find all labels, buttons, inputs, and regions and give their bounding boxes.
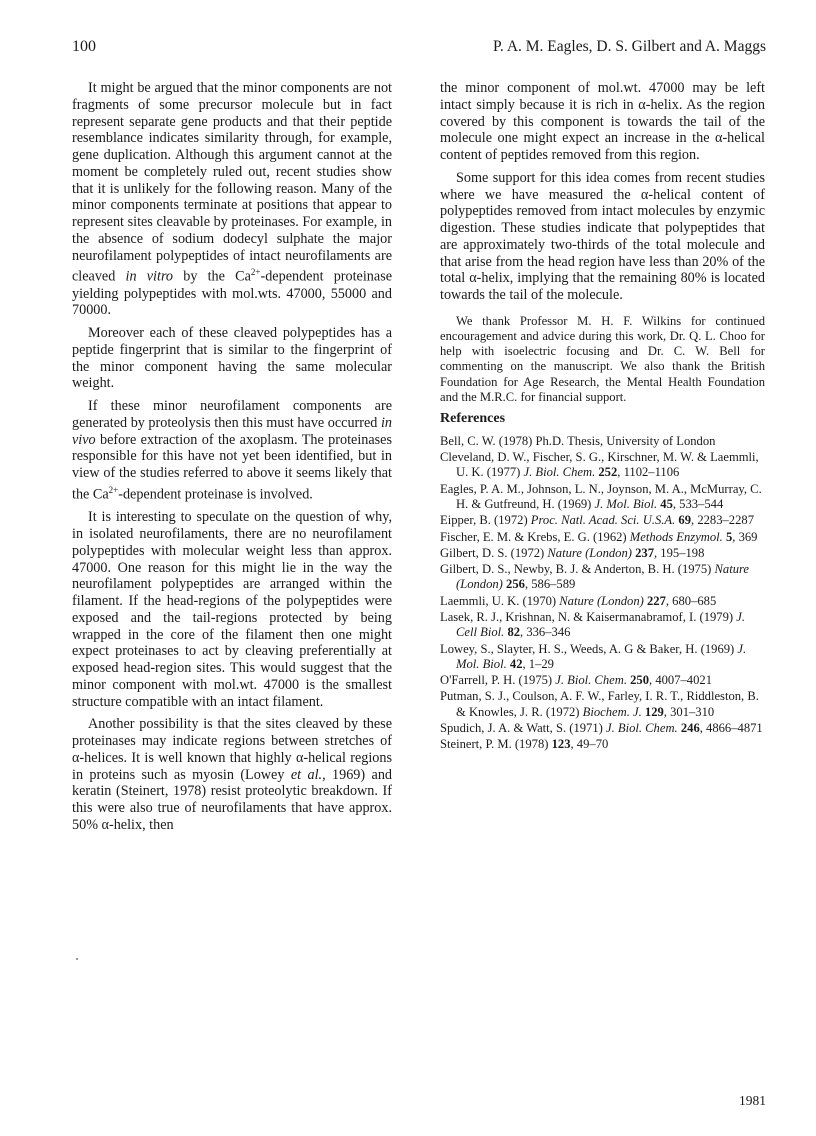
reference-item: O'Farrell, P. H. (1975) J. Biol. Chem. 250, 4007–4021 <box>440 673 712 688</box>
page-number: 100 <box>72 38 96 55</box>
paragraph: It is interesting to speculate on the question of why, in isolated neurofilaments, there are no neurofilament polypeptides with molecular weight less than approx. 47000. One reason for this might lie in the way the neurofilament polypeptides are arranged within the filament. If the head-regions of the polypeptides were exposed and the tail-regions protected by being wrapped in the core of the filament then one might expect proteinases to act by cleaving preferentially at exposed head-region sites. This would suggest that the minor component with mol.wt. 47000 is the smallest structure compatible with an intact filament. <box>72 509 392 710</box>
right-column <box>440 80 765 754</box>
reference-item: Fischer, E. M. & Krebs, E. G. (1962) Methods Enzymol. 5, 369 <box>440 529 758 544</box>
left-column <box>72 80 392 840</box>
footer-year: 1981 <box>739 1093 766 1108</box>
reference-item: Lowey, S., Slayter, H. S., Weeds, A. G & Baker, H. (1969) J. Mol. Biol. 42, 1–29 <box>440 641 747 671</box>
reference-item: Gilbert, D. S. (1972) Nature (London) 237, 195–198 <box>440 545 705 560</box>
acknowledgements: We thank Professor M. H. F. Wilkins for continued encouragement and advice during this work, Dr. Q. L. Choo for help with isoelectric focusing and Dr. C. W. Bell for commenting on the manuscript. We also thank the British Foundation for Age Research, the Mental Health Foundation and the M.R.C. for financial support. <box>440 313 765 404</box>
reference-item: Gilbert, D. S., Newby, B. J. & Anderton, B. H. (1975) Nature (London) 256, 586–589 <box>440 562 750 592</box>
references-heading: References <box>440 410 506 426</box>
reference-item: Eagles, P. A. M., Johnson, L. N., Joynson, M. A., McMurray, C. H. & Gutfreund, H. (1969) J. Mol. Biol. 45, 533–544 <box>440 481 762 511</box>
scan-mark <box>76 958 78 960</box>
reference-item: Spudich, J. A. & Watt, S. (1971) J. Biol. Chem. 246, 4866–4871 <box>440 721 763 736</box>
reference-item: Cleveland, D. W., Fischer, S. G., Kirschner, M. W. & Laemmli, U. K. (1977) J. Biol. Chem. 252, 1102–1106 <box>440 450 759 480</box>
references-list <box>440 434 765 753</box>
reference-item: Steinert, P. M. (1978) 123, 49–70 <box>440 737 609 752</box>
reference-item: Lasek, R. J., Krishnan, N. & Kaisermanabramof, I. (1979) J. Cell Biol. 82, 336–346 <box>440 609 745 640</box>
paragraph: the minor component of mol.wt. 47000 may be left intact simply because it is rich in α-helix. As the region covered by this component is towards the tail of the molecule one might expect an increase in the α-helical content of peptides removed from this region. <box>440 80 765 163</box>
reference-item: Laemmli, U. K. (1970) Nature (London) 227, 680–685 <box>440 593 717 608</box>
reference-item: Eipper, B. (1972) Proc. Natl. Acad. Sci. U.S.A. 69, 2283–2287 <box>440 513 754 528</box>
paragraph: It might be argued that the minor components are not fragments of some precursor molecule but in fact represent separate gene products and that their peptide resemblance indicates similarity through, for example, gene duplication. Although this argument cannot at the moment be completely ruled out, recent studies show that it is unlikely for the following reason. Many of the minor components terminate at positions that appear to represent sites cleavable by proteinases. For example, in the absence of sodium dodecyl sulphate the major neurofilament polypeptides of intact neurofilaments are cleaved in vitro by the $Ca^{2+}$-dependent proteinase yielding polypeptides with mol.wts. 47000, 55000 and 70000. <box>72 80 393 319</box>
running-head-authors: P. A. M. Eagles, D. S. Gilbert and A. Maggs <box>493 38 766 55</box>
page-header <box>72 38 766 62</box>
reference-item: Bell, C. W. (1978) Ph.D. Thesis, University of London <box>440 433 716 448</box>
paragraph: If these minor neurofilament components are generated by proteolysis then this must have occurred in vivo before extraction of the axoplasm. The proteinases responsible for this have not yet been identified, but in view of the studies referred to above it seems likely that the $Ca^{2+}$-dependent proteinase is involved. <box>72 398 393 503</box>
reference-item: Putman, S. J., Coulson, A. F. W., Farley, I. R. T., Riddleston, B. & Knowles, J. R. (1972) Biochem. J. 129, 301–310 <box>440 689 759 719</box>
paragraph: Some support for this idea comes from recent studies where we have measured the α-helical content of polypeptides removed from intact molecules by enzymic digestion. These studies indicate that polypeptides that are approximately two-thirds of the total molecule and that arise from the head region have less than 20% of the total α-helix, implying that the remaining 80% is located towards the tail of the molecule. <box>440 169 765 303</box>
paragraph: Moreover each of these cleaved polypeptides has a peptide fingerprint that is similar to the fingerprint of the minor component having the same molecular weight. <box>72 325 392 392</box>
paragraph: Another possibility is that the sites cleaved by these proteinases may indicate regions between stretches of α-helices. It is well known that highly α-helical regions in proteins such as myosin (Lowey et al., 1969) and keratin (Steinert, 1978) resist proteolytic breakdown. If this were also true of neurofilaments that have approx. 50% α-helix, then <box>72 716 393 833</box>
